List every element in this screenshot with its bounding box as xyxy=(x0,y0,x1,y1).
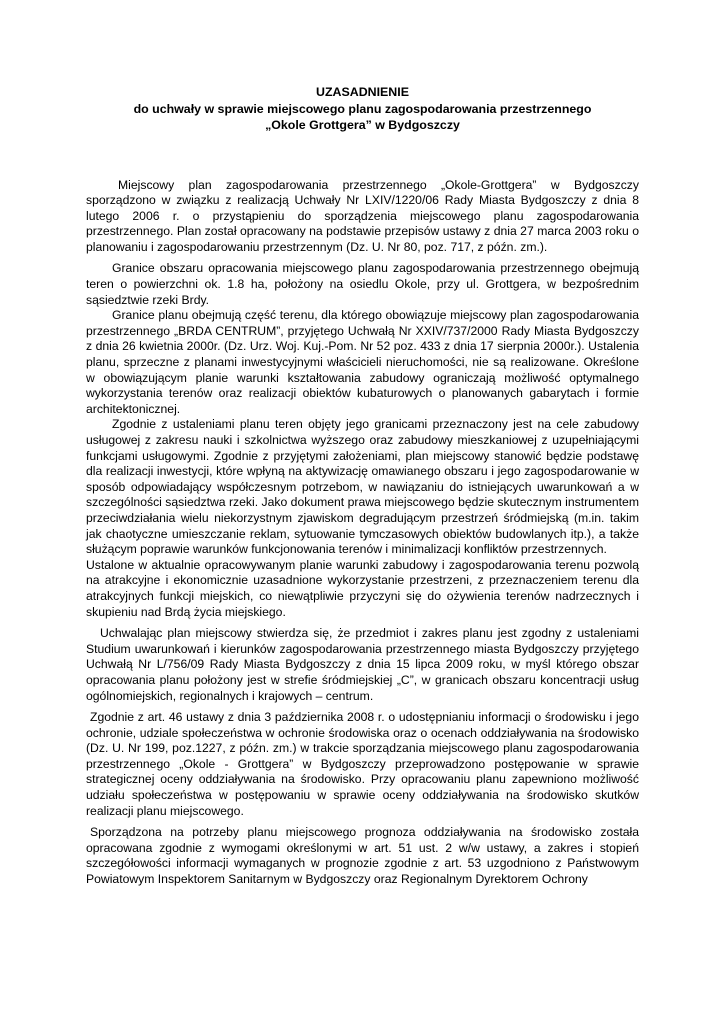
document-title-block xyxy=(86,84,639,134)
document-subtitle: do uchwały w sprawie miejscowego planu zagospodarowania przestrzennego xyxy=(133,101,592,116)
paragraph-environmental-forecast: Sporządzona na potrzeby planu miejscowego prognoza oddziaływania na środowisko została opracowana zgodnie z wymogami określonymi w art. 51 ust. 2 w/w ustawy, a zakres i stopień szczegółowości informacji wymaganych w prognozie zgodnie z art. 53 uzgodniono z Państwowym Powiatowym Inspektorem Sanitarnym w Bydgoszczy oraz Regionalnym Dyrektorem Ochrony xyxy=(86,825,639,887)
document-title: UZASADNIENIE xyxy=(316,85,409,99)
paragraph-existing-plan: Granice planu obejmują część terenu, dla którego obowiązuje miejscowy plan zagospodarowania przestrzennego „BRDA CENTRUM”, przyjętego Uchwałą Nr XXIV/737/2000 Rady Miasta Bydgoszczy z dnia 26 kwietnia 2000r. (Dz. Urz. Woj. Kuj.-Pom. Nr 52 poz. 433 z dnia 17 sierpnia 2000r.). Ustalenia planu, sprzeczne z planami inwestycyjnymi właścicieli nieruchomości, nie są realizowane. Określone w obowiązującym planie warunki kształtowania zabudowy ograniczają możliwość optymalnego wykorzystania terenów oraz realizacji obiektów kubaturowych o planowanych gabarytach i formie architektonicznej. xyxy=(86,308,639,416)
paragraph-plan-boundaries: Granice obszaru opracowania miejscowego planu zagospodarowania przestrzennego obejmują teren o powierzchni ok. 1.8 ha, położony na osiedlu Okole, przy ul. Grottgera, w bezpośrednim sąsiedztwie rzeki Brdy. xyxy=(86,261,639,307)
paragraph-study-compliance: Uchwalając plan miejscowy stwierdza się, że przedmiot i zakres planu jest zgodny z ustaleniami Studium uwarunkowań i kierunków zagospodarowania przestrzennego miasta Bydgoszczy przyjętego Uchwałą Nr L/756/09 Rady Miasta Bydgoszczy z dnia 15 lipca 2009 roku, w myśl którego obszar opracowania planu położony jest w strefie śródmiejskiej „C”, w granicach obszaru koncentracji usług ogólnomiejskich, regionalnych i krajowych – centrum. xyxy=(86,626,639,703)
plan-name: „Okole Grottgera” w Bydgoszczy xyxy=(265,118,460,132)
paragraph-plan-purpose: Zgodnie z ustaleniami planu teren objęty jego granicami przeznaczony jest na cele zabudowy usługowej z zakresu nauki i szkolnictwa wyższego oraz zabudowy mieszkaniowej z uzupełniającymi funkcjami usługowymi. Zgodnie z przyjętymi założeniami, plan miejscowy stanowić będzie podstawę dla realizacji inwestycji, które wpłyną na aktywizację omawianego obszaru i jego zagospodarowanie w sposób odpowiadający współczesnym potrzebom, w nawiązaniu do istniejących uwarunkowań a w szczególności sąsiedztwa rzeki. Jako dokument prawa miejscowego będzie skutecznym instrumentem przeciwdziałania wielu niekorzystnym zjawiskom degradującym przestrzeń śródmiejską (m.in. takim jak chaotyczne umieszczanie reklam, sytuowanie tymczasowych obiektów budowlanych itp.), a także służącym poprawie warunków funkcjonowania terenów i minimalizacji konfliktów przestrzennych. xyxy=(86,417,639,557)
paragraph-development-conditions: Ustalone w aktualnie opracowywanym planie warunki zabudowy i zagospodarowania terenu pozwolą na atrakcyjne i ekonomicznie uzasadnione wykorzystanie przestrzeni, z przeznaczeniem terenu dla atrakcyjnych funkcji miejskich, co niewątpliwie przyczyni się do ożywienia terenów nadrzecznych i skupieniu nad Brdą życia miejskiego. xyxy=(86,557,639,619)
paragraph-environmental-assessment: Zgodnie z art. 46 ustawy z dnia 3 października 2008 r. o udostępnianiu informacji o środowisku i jego ochronie, udziale społeczeństwa w ochronie środowiska oraz o ocenach oddziaływania na środowisko (Dz. U. Nr 199, poz.1227, z późn. zm.) w trakcie sporządzania miejscowego planu zagospodarowania przestrzennego „Okole - Grottgera” w Bydgoszczy przeprowadzono postępowanie w sprawie strategicznej oceny oddziaływania na środowisko. Przy opracowaniu planu zapewniono możliwość udziału społeczeństwa w postępowaniu w sprawie oceny oddziaływania na środowisko skutków realizacji planu miejscowego. xyxy=(86,710,639,818)
document-page xyxy=(86,84,639,894)
paragraph-introduction: Miejscowy plan zagospodarowania przestrzennego „Okole-Grottgera” w Bydgoszczy sporządzono w związku z realizacją Uchwały Nr LXIV/1220/06 Rady Miasta Bydgoszczy z dnia 8 lutego 2006 r. o przystąpieniu do sporządzenia miejscowego planu zagospodarowania przestrzennego. Plan został opracowany na podstawie przepisów ustawy z dnia 27 marca 2003 roku o planowaniu i zagospodarowaniu przestrzennym (Dz. U. Nr 80, poz. 717, z późn. zm.). xyxy=(86,177,639,254)
